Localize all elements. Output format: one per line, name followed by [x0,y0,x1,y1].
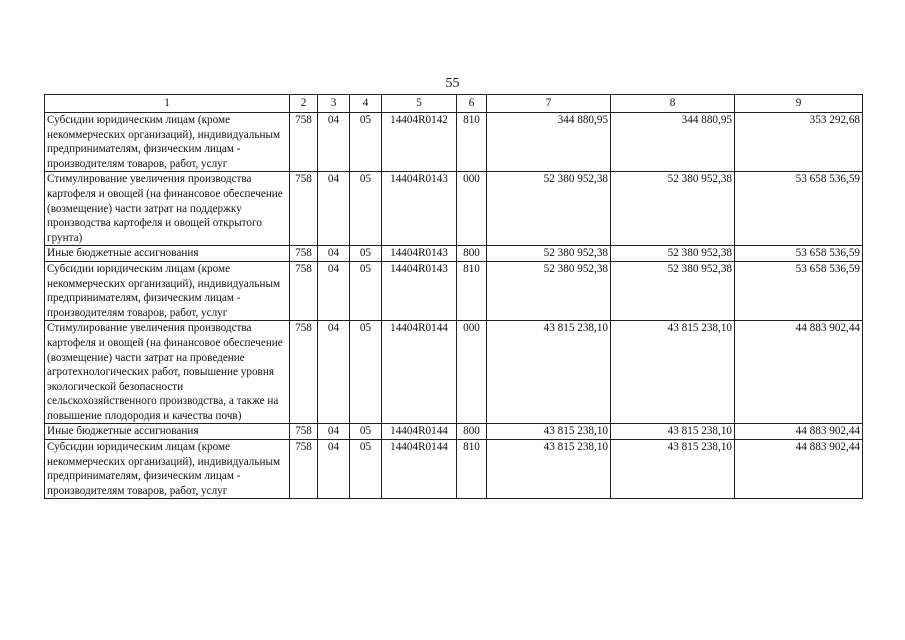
row-amount-col8: 52 380 952,38 [611,172,735,246]
row-name: Субсидии юридическим лицам (кроме некоммерческих организаций), индивидуальным предпринимателям, физическим лицам - производителям товаров, работ, услуг [45,113,290,172]
row-amount-col9: 44 883 902,44 [735,321,863,424]
row-expense-type: 800 [457,424,487,440]
row-amount-col8: 52 380 952,38 [611,261,735,320]
row-subsection-code: 05 [350,440,382,499]
header-row [45,95,863,113]
row-section-code: 04 [318,113,350,172]
budget-table [44,94,863,499]
page-number: 55 [445,76,460,91]
row-ministry-code: 758 [290,246,318,262]
row-section-code: 04 [318,246,350,262]
column-header: 8 [611,95,735,113]
row-ministry-code: 758 [290,440,318,499]
column-header: 1 [45,95,290,113]
row-section-code: 04 [318,172,350,246]
row-target-code: 14404R0143 [382,246,457,262]
table-row [45,246,863,262]
column-header: 7 [487,95,611,113]
row-target-code: 14404R0143 [382,261,457,320]
row-target-code: 14404R0144 [382,424,457,440]
row-amount-col7: 344 880,95 [487,113,611,172]
table-row [45,261,863,320]
row-name: Стимулирование увеличения производства картофеля и овощей (на финансовое обеспечение (возмещение) части затрат на поддержку производства картофеля и овощей открытого грунта) [45,172,290,246]
row-ministry-code: 758 [290,113,318,172]
row-amount-col7: 52 380 952,38 [487,246,611,262]
column-header: 9 [735,95,863,113]
row-subsection-code: 05 [350,321,382,424]
row-section-code: 04 [318,261,350,320]
row-target-code: 14404R0144 [382,440,457,499]
row-amount-col9: 53 658 536,59 [735,246,863,262]
row-subsection-code: 05 [350,261,382,320]
row-amount-col7: 52 380 952,38 [487,261,611,320]
row-name: Субсидии юридическим лицам (кроме некоммерческих организаций), индивидуальным предпринимателям, физическим лицам - производителям товаров, работ, услуг [45,440,290,499]
table-row [45,424,863,440]
row-expense-type: 800 [457,246,487,262]
table-row [45,113,863,172]
column-header: 6 [457,95,487,113]
row-ministry-code: 758 [290,172,318,246]
table-row [45,172,863,246]
row-section-code: 04 [318,424,350,440]
row-subsection-code: 05 [350,246,382,262]
row-subsection-code: 05 [350,424,382,440]
row-amount-col9: 44 883 902,44 [735,424,863,440]
row-amount-col9: 53 658 536,59 [735,172,863,246]
row-amount-col8: 43 815 238,10 [611,440,735,499]
row-subsection-code: 05 [350,113,382,172]
row-name: Стимулирование увеличения производства картофеля и овощей (на финансовое обеспечение (возмещение) части затрат на проведение агротехнологических работ, повышение уровня экологической безопасности сельскохозяйственного производства, а также на повышение плодородия и качества почв) [45,321,290,424]
column-header: 3 [318,95,350,113]
row-amount-col8: 344 880,95 [611,113,735,172]
row-amount-col7: 52 380 952,38 [487,172,611,246]
row-amount-col8: 43 815 238,10 [611,321,735,424]
table-row [45,321,863,424]
row-amount-col7: 43 815 238,10 [487,440,611,499]
row-ministry-code: 758 [290,424,318,440]
row-subsection-code: 05 [350,172,382,246]
row-amount-col8: 52 380 952,38 [611,246,735,262]
row-amount-col9: 44 883 902,44 [735,440,863,499]
row-expense-type: 000 [457,172,487,246]
row-expense-type: 810 [457,261,487,320]
row-expense-type: 810 [457,440,487,499]
row-expense-type: 810 [457,113,487,172]
row-amount-col7: 43 815 238,10 [487,321,611,424]
row-target-code: 14404R0144 [382,321,457,424]
row-ministry-code: 758 [290,261,318,320]
row-name: Иные бюджетные ассигнования [45,424,290,440]
table-row [45,440,863,499]
row-expense-type: 000 [457,321,487,424]
row-amount-col7: 43 815 238,10 [487,424,611,440]
column-header: 5 [382,95,457,113]
row-target-code: 14404R0143 [382,172,457,246]
row-target-code: 14404R0142 [382,113,457,172]
row-amount-col9: 353 292,68 [735,113,863,172]
column-header: 2 [290,95,318,113]
row-section-code: 04 [318,321,350,424]
row-name: Субсидии юридическим лицам (кроме некоммерческих организаций), индивидуальным предпринимателям, физическим лицам - производителям товаров, работ, услуг [45,261,290,320]
row-amount-col8: 43 815 238,10 [611,424,735,440]
row-section-code: 04 [318,440,350,499]
row-amount-col9: 53 658 536,59 [735,261,863,320]
row-ministry-code: 758 [290,321,318,424]
column-header: 4 [350,95,382,113]
row-name: Иные бюджетные ассигнования [45,246,290,262]
